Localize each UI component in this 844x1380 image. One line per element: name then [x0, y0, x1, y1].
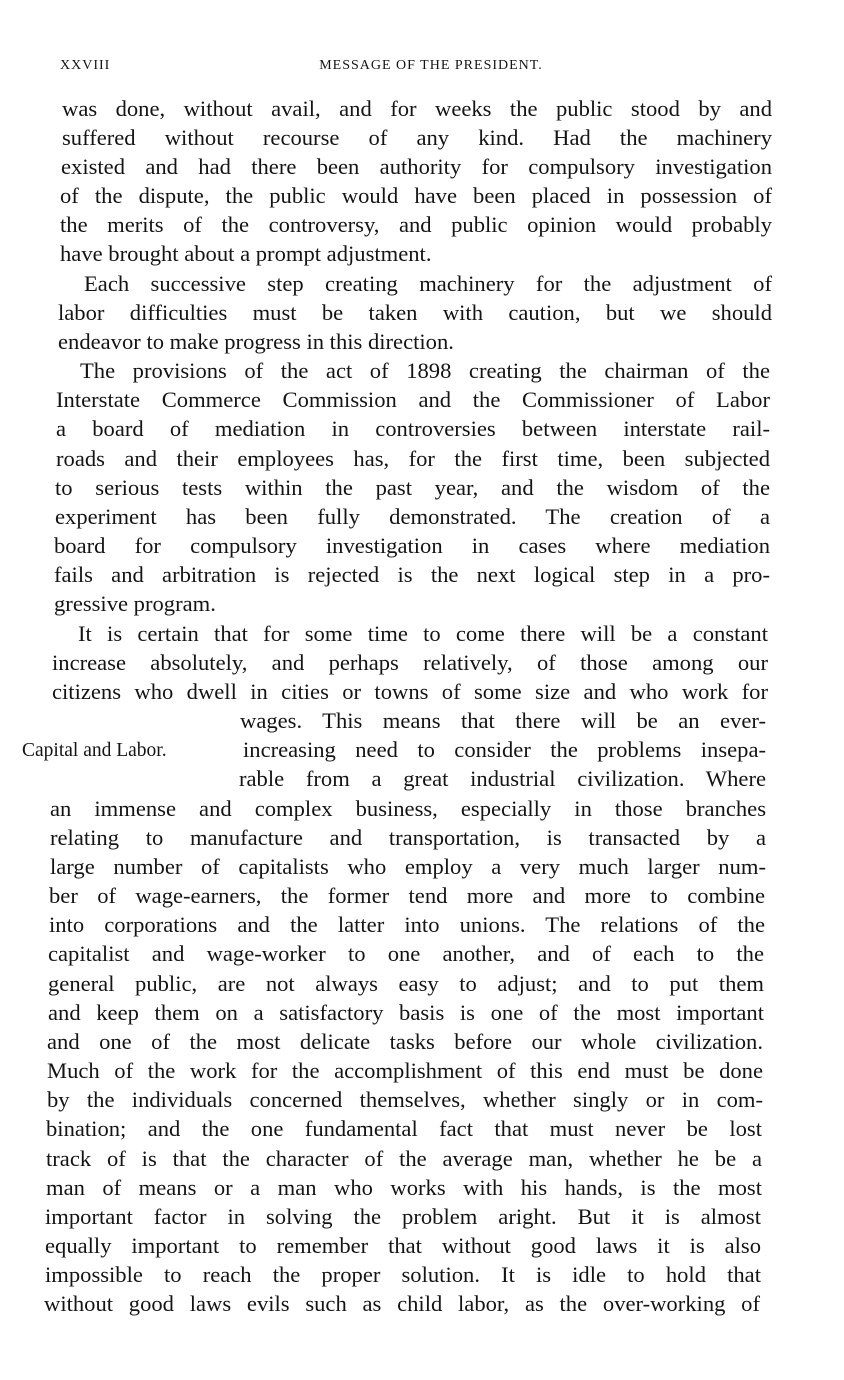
text-line: man of means or a man who works with his hands, is the most — [46, 1175, 762, 1200]
text-line: rable from a great industrial civilization. Where — [239, 766, 766, 791]
text-line: relating to manufacture and transportation, is transacted by a — [50, 825, 766, 850]
text-line: fails and arbitration is rejected is the next logical step in a pro- — [54, 562, 770, 587]
text-line: gressive program. — [54, 591, 216, 616]
text-line: by the individuals concerned themselves, whether singly or in com- — [47, 1087, 763, 1112]
text-line: citizens who dwell in cities or towns of some size and who work for — [52, 679, 768, 704]
text-line: increase absolutely, and perhaps relatively, of those among our — [52, 650, 768, 675]
text-line: experiment has been fully demonstrated. The creation of a — [55, 504, 770, 529]
text-line: suffered without recourse of any kind. Had the machinery — [62, 125, 772, 150]
text-line: board for compulsory investigation in cases where mediation — [54, 533, 770, 558]
text-line: was done, without avail, and for weeks the public stood by and — [62, 96, 772, 121]
text-line: Interstate Commerce Commission and the Commissioner of Labor — [56, 387, 770, 412]
text-line: capitalist and wage-worker to one another, and of each to the — [48, 941, 764, 966]
text-line: of the dispute, the public would have been placed in possession of — [60, 183, 772, 208]
text-line: wages. This means that there will be an ever- — [240, 708, 766, 733]
margin-note: Capital and Labor. — [22, 740, 167, 761]
text-line: labor difficulties must be taken with caution, but we should — [58, 300, 772, 325]
text-line: the merits of the controversy, and public opinion would probably — [60, 212, 772, 237]
page-number: XXVIII — [60, 58, 111, 73]
text-line: to serious tests within the past year, and the wisdom of the — [55, 475, 770, 500]
text-line: important factor in solving the problem aright. But it is almost — [45, 1204, 761, 1229]
text-line: and one of the most delicate tasks before our whole civilization. — [47, 1029, 763, 1054]
text-line: large number of capitalists who employ a very much larger num- — [50, 854, 766, 879]
text-line: track of is that the character of the average man, whether he be a — [46, 1146, 762, 1171]
text-line: The provisions of the act of 1898 creating the chairman of the — [80, 358, 770, 383]
text-line: ber of wage-earners, the former tend more and more to combine — [49, 883, 765, 908]
text-line: general public, are not always easy to adjust; and to put them — [48, 971, 764, 996]
text-line: and keep them on a satisfactory basis is one of the most important — [48, 1000, 764, 1025]
running-title: MESSAGE OF THE PRESIDENT. — [319, 58, 543, 73]
text-line: Each successive step creating machinery for the adjustment of — [84, 271, 772, 296]
text-line: Much of the work for the accomplishment of this end must be done — [47, 1058, 763, 1083]
text-line: It is certain that for some time to come there will be a constant — [78, 621, 768, 646]
text-line: impossible to reach the proper solution. It is idle to hold that — [45, 1262, 761, 1287]
text-line: have brought about a prompt adjustment. — [60, 241, 432, 266]
text-line: bination; and the one fundamental fact that must never be lost — [46, 1116, 762, 1141]
text-line: roads and their employees has, for the first time, been subjected — [56, 446, 770, 471]
text-line: existed and had there been authority for compulsory investigation — [61, 154, 772, 179]
text-line: without good laws evils such as child labor, as the over-working of — [44, 1291, 760, 1316]
text-line: into corporations and the latter into unions. The relations of the — [49, 912, 765, 937]
page-header — [60, 58, 772, 78]
text-line: equally important to remember that without good laws it is also — [45, 1233, 761, 1258]
text-line: a board of mediation in controversies between interstate rail- — [56, 416, 770, 441]
text-line: increasing need to consider the problems insepa- — [243, 737, 766, 762]
text-line: endeavor to make progress in this direction. — [58, 329, 454, 354]
text-line: an immense and complex business, especially in those branches — [50, 796, 766, 821]
